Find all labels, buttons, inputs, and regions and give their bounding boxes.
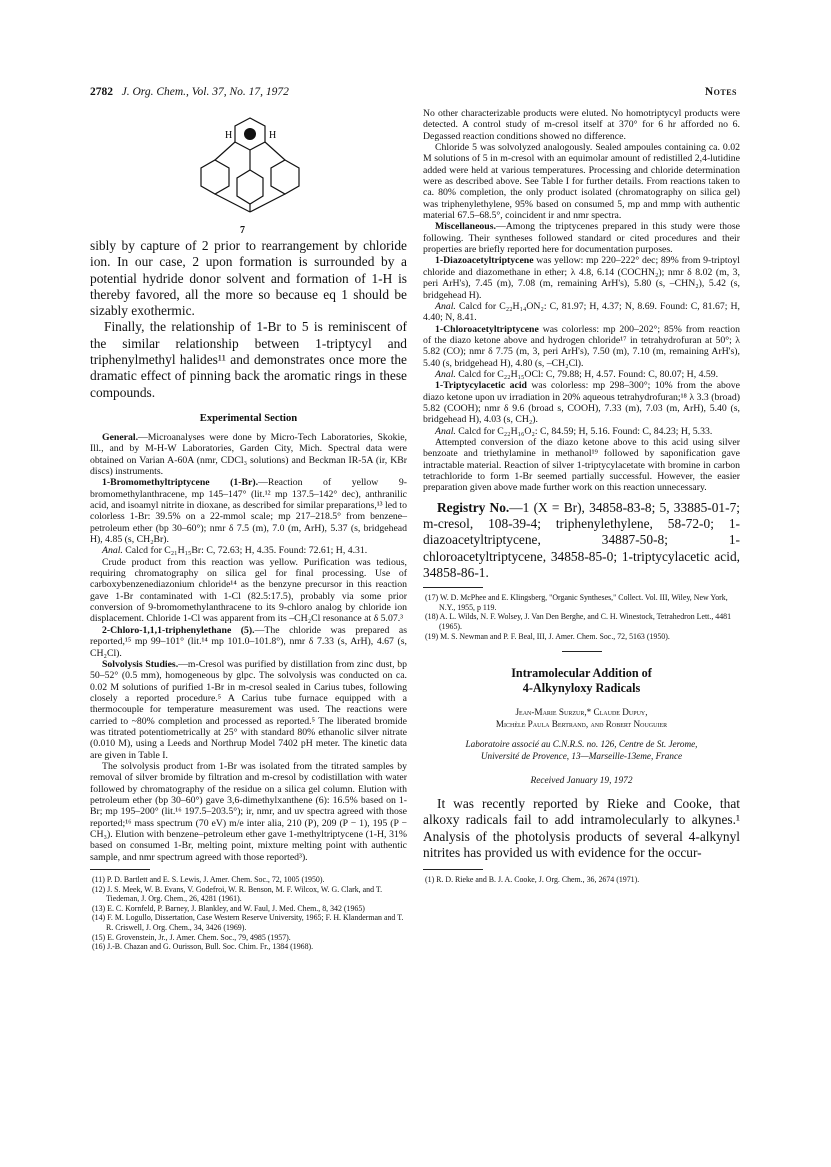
- footnote: (1) R. D. Rieke and B. J. A. Cooke, J. Org. Chem., 36, 2674 (1971).: [425, 875, 640, 885]
- structure-figure-7: [90, 108, 407, 238]
- footnote: (19) M. S. Newman and P. F. Beal, III, J. Amer. Chem. Soc., 72, 5163 (1950).: [425, 631, 670, 641]
- triptycene-structure-drawing: [195, 108, 305, 226]
- paragraph-attempt: Attempted conversion of the diazo ketone above to this acid using silver benzoate and triethylamine in methanol¹⁹ followed by saponification gave intractable material. Reaction of silver 1-triptycylacetate with bromine in carbon tetrachloride to form 1-Br seemed partially successful. However, the easier preparation given above made further work on this reaction unnecessary.: [423, 436, 740, 494]
- paragraph-chloro: 2-Chloro-1,1,1-triphenylethane (5).—The chloride was prepared as reported,¹⁵ mp 99–101° (lit.¹⁴ mp 101.0–101.8°), nmr δ 7.33 (s, ArH), 4.67 (s, CH₂Cl).: [90, 624, 407, 659]
- footnote: (11) P. D. Bartlett and E. S. Lewis, J. Amer. Chem. Soc., 72, 1005 (1950).: [92, 875, 325, 885]
- footnote: (12) J. S. Meek, W. B. Evans, V. Godefroi, W. R. Benson, M. F. Wilcox, W. G. Clark, and T. Tiedeman, J. Org. Chem., 26, 4281 (1961).: [92, 884, 383, 904]
- footnote-rule: [423, 869, 483, 870]
- paragraph-anal: Anal. Calcd for C₂₂H₁₆O₂: C, 84.59; H, 5.16. Found: C, 84.23; H, 5.33.: [435, 425, 713, 437]
- paragraph-diazo: 1-Diazoacetyltriptycene was yellow: mp 220–222° dec; 89% from 9-triptoyl chloride and diazomethane in ether; λ 4.8, 6.14 (COCHN₂); nmr δ 8.02 (m, 3, peri ArH's), 7.45 (m), 7.08 (m, remaining ArH's), 5.80 (s, –CHN₂), 5.42 (s, bridgehead H).: [423, 255, 740, 301]
- atom-h-right: H: [269, 130, 277, 141]
- left-column: [90, 108, 407, 952]
- footnote: (17) W. D. McPhee and E. Klingsberg, "Organic Syntheses," Collect. Vol. III, Wiley, New York, N.Y., 1955, p 119.: [425, 593, 728, 612]
- footnote: (16) J.-B. Chazan and G. Ourisson, Bull. Soc. Chim. Fr., 1384 (1968).: [92, 942, 314, 952]
- paragraph-product: The solvolysis product from 1-Br was isolated from the titrated samples by removal of silver bromide by filtration and m-cresol by codistillation with water followed by chromatography of the residue on a silica gel column. Elution with petroleum ether (bp 30–60°) gave 3,6-dimethylxanthene (6): 16.5% based on 1-Br; mp 195–200° (lit.¹⁶ 197.5–203.5°); ir, nmr, and uv spectra agreed with those reported;¹⁶ mass spectrum (70 eV) m/e inter alia, 210 (P), 209 (P − 1), 195 (P − CH₃). Elution with benzene–petroleum ether gave 1-methyltriptycene (1-H, 31% based on consumed 1-Br, melting point, mixture melting point with authentic sample, and nmr spectrum agreed with those reported³).: [90, 760, 407, 863]
- footnotes-right: [423, 593, 740, 641]
- section-heading: Experimental Section: [199, 412, 298, 424]
- footnotes-left: [90, 875, 407, 952]
- footnote: (15) E. Grovenstein, Jr., J. Amer. Chem. Soc., 79, 4985 (1957).: [92, 932, 291, 942]
- paragraph-misc: Miscellaneous.—Among the triptycenes prepared in this study were those following. Their syntheses followed standard or cited procedures and their properties are briefly reported here for documentation purposes.: [423, 221, 740, 256]
- cation-center-dot: [244, 128, 256, 140]
- figure-label: 7: [240, 225, 245, 236]
- footnote-rule: [423, 587, 483, 588]
- paragraph-solvolysis: Solvolysis Studies.—m-Cresol was purified by distillation from zinc dust, bp 50–52° (0.5 mm), homogeneous by glpc. The solvolysis was conducted on ca. 0.02 M solutions of purified 1-Br in m-cresol sealed in Carius tubes, following closely a reported procedure.⁵ A Carius tube furnace equipped with a thermocouple for temperature measurement was used. The reactions were carried to ~80% completion and processed as reported.⁵ The liberated bromide was titrated potentiometrically at 25° with standard 80% ethanolic silver nitrate (0.010 M), using a Leeds and Northrup Model 7402 pH meter. The kinetic data are given in Table I.: [90, 658, 408, 761]
- paragraph-acid: 1-Triptycylacetic acid was colorless: mp 298–300°; 10% from the above diazo ketone upon uv irradiation in 20% aqueous tetrahydrofuran;¹⁸ λ 3.3 (broad) 5.82 (COOH); nmr δ 9.6 (broad s, COOH), 7.33 (m), 7.03 (m, ArH), 5.40 (s, bridgehead H), 4.03 (s, CH₂).: [423, 380, 740, 426]
- footnote: (14) F. M. Logullo, Dissertation, Case Western Reserve University, 1965; F. H. Klanderman and T. R. Criswell, J. Org. Chem., 34, 3426 (1969).: [92, 913, 404, 932]
- footnote: (13) E. C. Kornfeld, P. Barney, J. Blankley, and W. Faul, J. Med. Chem., 8, 342 (1965): [92, 903, 365, 913]
- footnote: (18) A. L. Wilds, N. F. Wolsey, J. Van Den Berghe, and C. H. Winestock, Tetrahedron Lett., 4481 (1965).: [425, 612, 732, 631]
- left-ring: [201, 160, 229, 194]
- atom-h-left: H: [225, 130, 233, 141]
- paragraph-anal: Anal. Calcd for C₂₂H₁₄ON₂: C, 81.97; H, 4.37; N, 8.69. Found: C, 81.67; H, 4.40; N, 8.41.: [423, 300, 740, 324]
- paragraph-bromo: 1-Bromomethyltriptycene (1-Br).—Reaction of yellow 9-bromomethylanthracene, mp 145–147° (lit.¹² mp 137.5–142° dec), anthranilic acid, and isoamyl nitrite in dioxane, as described for similar preparations,¹³ led to colorless 1-Br: 39.5% on a 22-mmol scale; mp 217–218.5° from benzene–petroleum ether (bp 30–60°); nmr δ 7.5 (m), 7.0 (m, ArH), 5.37 (s, bridgehead H), 4.85 (s, CH₂Br).: [90, 477, 408, 546]
- footnote-rule: [90, 869, 150, 870]
- paragraph-crude: Crude product from this reaction was yellow. Purification was tedious, requiring chromatography on silica gel for final processing. Use of carboxybenzenediazonium chloride¹⁴ as the benzyne precursor in this reaction gave 1-Br contaminated with 1-Cl (82.5:17.5), probably via some prior conversion of 9-bromomethylanthracene to its 9-chloro analog by chloride ion displacement. Chloride 1-Cl was apparent from its –CH₂Cl resonance at δ 5.07.³: [90, 556, 407, 625]
- registry-numbers: Registry No.—1 (X = Br), 34858-83-8; 5, 33885-01-7; m-cresol, 108-39-4; triphenylethylene, 58-72-0; 1-diazoacetyltriptycene, 34887-50-8; 1-chloroacetyltriptycene, 34858-85-0; 1-triptycylacetic acid, 34858-86-1.: [423, 499, 741, 580]
- paragraph-chloroacetyl: 1-Chloroacetyltriptycene was colorless: mp 200–202°; 85% from reaction of the diazo ketone above and hydrogen chloride¹⁷ in tetrahydrofuran at 50°; λ 5.82 (CO); nmr δ 7.75 (m, 3, peri ArH's), 7.50 (m), 7.10 (m, remaining ArH's), 5.40 (s, bridgehead H), 4.80 (s, –CH₂Cl).: [423, 323, 740, 369]
- paragraph: Finally, the relationship of 1-Br to 5 is reminiscent of the similar relationship between 1-triptycyl and triphenylmethyl halides¹¹ and demonstrates once more the dramatic effect of pinning back the aromatic rings in these compounds.: [90, 319, 407, 400]
- article-authors: Jean-Marie Surzur,* Claude Dupuy, Michèle Paula Bertrand, and Robert Nouguier: [495, 707, 668, 730]
- right-ring: [271, 160, 299, 194]
- received-date: Received January 19, 1972: [530, 776, 633, 787]
- paragraph: sibly by capture of 2 prior to rearrangement by chloride ion. In our case, 2 upon formation is surrounded by a potential hydride donor solvent and formation of 1-H is thereby favored, all the more so because eq 1 should be sizably exothermic.: [90, 238, 407, 319]
- article-title: Intramolecular Addition of 4-Alkynyloxy Radicals: [511, 666, 652, 696]
- section-name: Notes: [704, 86, 737, 98]
- page-number: 2782: [90, 86, 113, 98]
- journal-citation: J. Org. Chem., Vol. 37, No. 17, 1972: [121, 86, 289, 98]
- paragraph: Chloride 5 was solvolyzed analogously. Sealed ampoules containing ca. 0.02 M solutions of 5 in m-cresol with an equimolar amount of redistilled 2,4-lutidine added were held at various temperatures. Processing and chloride determination were as described above. See Table I for further details. From reactions taken to ca. 80% completion, the only product isolated (chromatography on silica gel) was triphenylethylene, 95% based on consumed 5, mp and mmp with authentic material 67.5–68.5°, coincident ir and nmr spectra.: [423, 142, 740, 222]
- paragraph-anal: Anal. Calcd for C₂₂H₁₅OCl: C, 79.88; H, 4.57. Found: C, 80.07; H, 4.59.: [435, 368, 719, 380]
- paragraph-anal: Anal. Calcd for C₂₁H₁₅Br: C, 72.63; H, 4.35. Found: 72.61; H, 4.31.: [102, 545, 368, 557]
- center-ring: [237, 170, 263, 204]
- right-column: [423, 108, 740, 885]
- intro-paragraph: It was recently reported by Rieke and Cooke, that alkoxy radicals fail to add intramolecularly to alkynes.¹ Analysis of the photolysis products of several 4-alkynyl nitrites has provided us with evidence for the occur-: [423, 796, 740, 861]
- paragraph-general: General.—Microanalyses were done by Micro-Tech Laboratories, Skokie, Ill., and by M-H-W Laboratories, Garden City, Mich. Spectral data were obtained on Varian A-60A (nmr, CDCl₃ solutions) and Beckman IR-5A (ir, KBr discs) instruments.: [90, 431, 407, 477]
- paragraph: No other characterizable products were eluted. No homotriptycyl products were detected. A control study of m-cresol itself at 370° for 6 hr afforded no 6. Degassed reaction conditions showed no difference.: [423, 108, 740, 142]
- article-separator: [562, 651, 602, 652]
- running-header-left: [90, 86, 289, 98]
- article-affiliation: Laboratoire associé au C.N.R.S. no. 126, Centre de St. Jerome, Université de Provence, 13—Marseille-13eme, France: [465, 739, 698, 761]
